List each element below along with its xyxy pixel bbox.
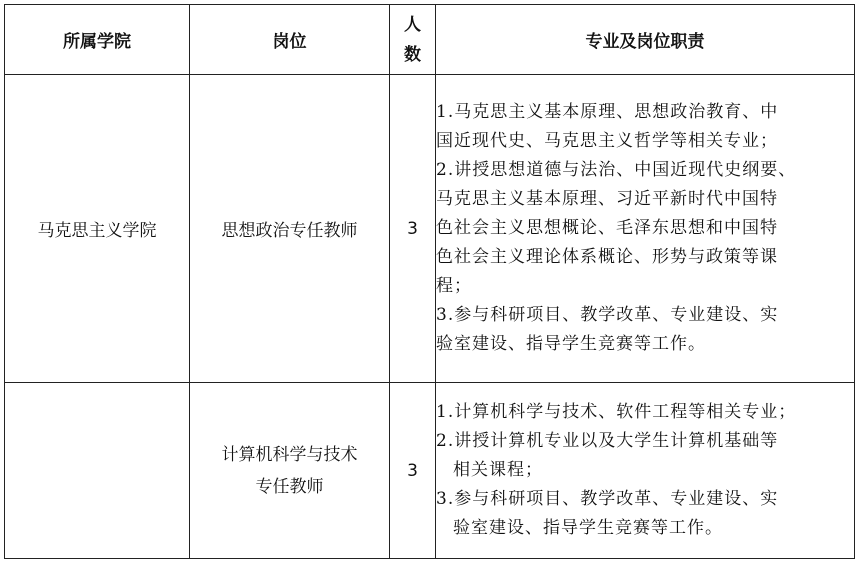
header-count — [390, 5, 436, 75]
count-cell: 3 — [390, 75, 436, 383]
duties-cell — [436, 383, 855, 559]
table-row — [5, 75, 855, 383]
job-table — [4, 4, 855, 559]
table-row — [5, 383, 855, 559]
duty-line: 马克思主义基本原理、习近平新时代中国特 — [436, 189, 778, 209]
duty-line: 色社会主义理论体系概论、形势与政策等课 — [436, 247, 778, 267]
header-row — [5, 5, 855, 75]
position-line: 计算机科学与技术 — [221, 444, 358, 465]
header-count-text: 人数 — [404, 14, 421, 65]
header-duties: 专业及岗位职责 — [436, 5, 855, 75]
duty-line: 验室建设、指导学生竞赛等工作。 — [453, 518, 723, 538]
college-cell — [5, 383, 190, 559]
duty-line: 2.讲授计算机专业以及大学生计算机基础等 — [436, 431, 779, 451]
position-cell — [190, 383, 390, 559]
header-position: 岗位 — [190, 5, 390, 75]
duty-line: 程； — [436, 276, 472, 296]
duty-line: 1.计算机科学与技术、软件工程等相关专业； — [436, 402, 797, 422]
duty-line: 1.马克思主义基本原理、思想政治教育、中 — [436, 102, 779, 122]
position-cell: 思想政治专任教师 — [190, 75, 390, 383]
duty-line: 色社会主义思想概论、毛泽东思想和中国特 — [436, 218, 778, 238]
duty-line: 3.参与科研项目、教学改革、专业建设、实 — [436, 305, 779, 325]
duty-line: 国近现代史、马克思主义哲学等相关专业； — [436, 131, 778, 151]
college-cell: 马克思主义学院 — [5, 75, 190, 383]
duty-line: 2.讲授思想道德与法治、中国近现代史纲要、 — [436, 160, 797, 180]
count-cell: 3 — [390, 383, 436, 559]
duties-cell — [436, 75, 855, 383]
duty-line: 3.参与科研项目、教学改革、专业建设、实 — [436, 489, 779, 509]
duty-line: 相关课程； — [453, 460, 543, 480]
header-college: 所属学院 — [5, 5, 190, 75]
position-line: 专任教师 — [255, 476, 324, 497]
duty-line: 验室建设、指导学生竞赛等工作。 — [436, 334, 706, 354]
